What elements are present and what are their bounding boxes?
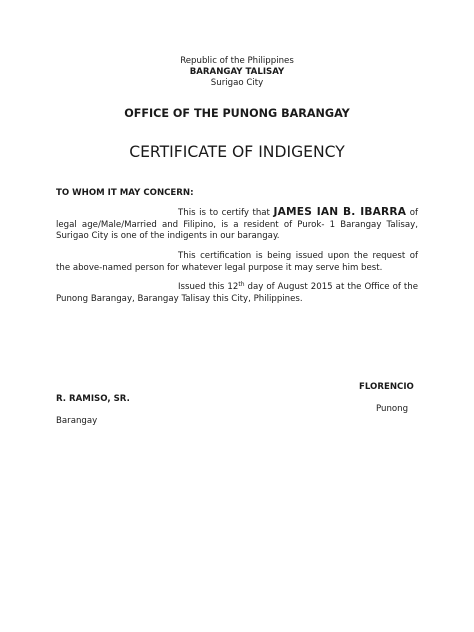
header-republic: Republic of the Philippines: [180, 56, 294, 66]
header-barangay: BARANGAY TALISAY: [189, 67, 285, 77]
salutation: TO WHOM IT MAY CONCERN:: [56, 188, 194, 198]
issued-post: day of August 2015 at the Office of the Punong Barangay, Barangay Talisay this City, Philippines.: [56, 282, 418, 304]
signatory-title-line2: Barangay: [56, 416, 98, 426]
ordinal-suffix: th: [238, 281, 245, 288]
signatory-first-name: FLORENCIO: [359, 382, 414, 392]
person-name: JAMES IAN B. IBARRA: [273, 206, 407, 218]
signatory-last-name: R. RAMISO, SR.: [56, 394, 130, 404]
certify-rest: of legal age/Male/Married and Filipino, is a resident of Purok- 1 Barangay Talisay, Surigao City is one of the indigents in our barangay.: [56, 208, 419, 241]
paragraph-issued: [56, 282, 418, 305]
office-title: OFFICE OF THE PUNONG BARANGAY: [124, 107, 350, 120]
header-city: Surigao City: [210, 78, 264, 88]
paragraph-certify: [56, 207, 418, 243]
signatory-title-line1: Punong: [376, 404, 409, 414]
certify-intro: This is to certify that: [178, 208, 270, 218]
issued-pre: Issued this 12: [178, 282, 239, 292]
certificate-title: CERTIFICATE OF INDIGENCY: [129, 143, 345, 161]
paragraph-purpose: This certification is being issued upon the request of the above-named person for whatever legal purpose it may serve him best.: [56, 251, 418, 273]
